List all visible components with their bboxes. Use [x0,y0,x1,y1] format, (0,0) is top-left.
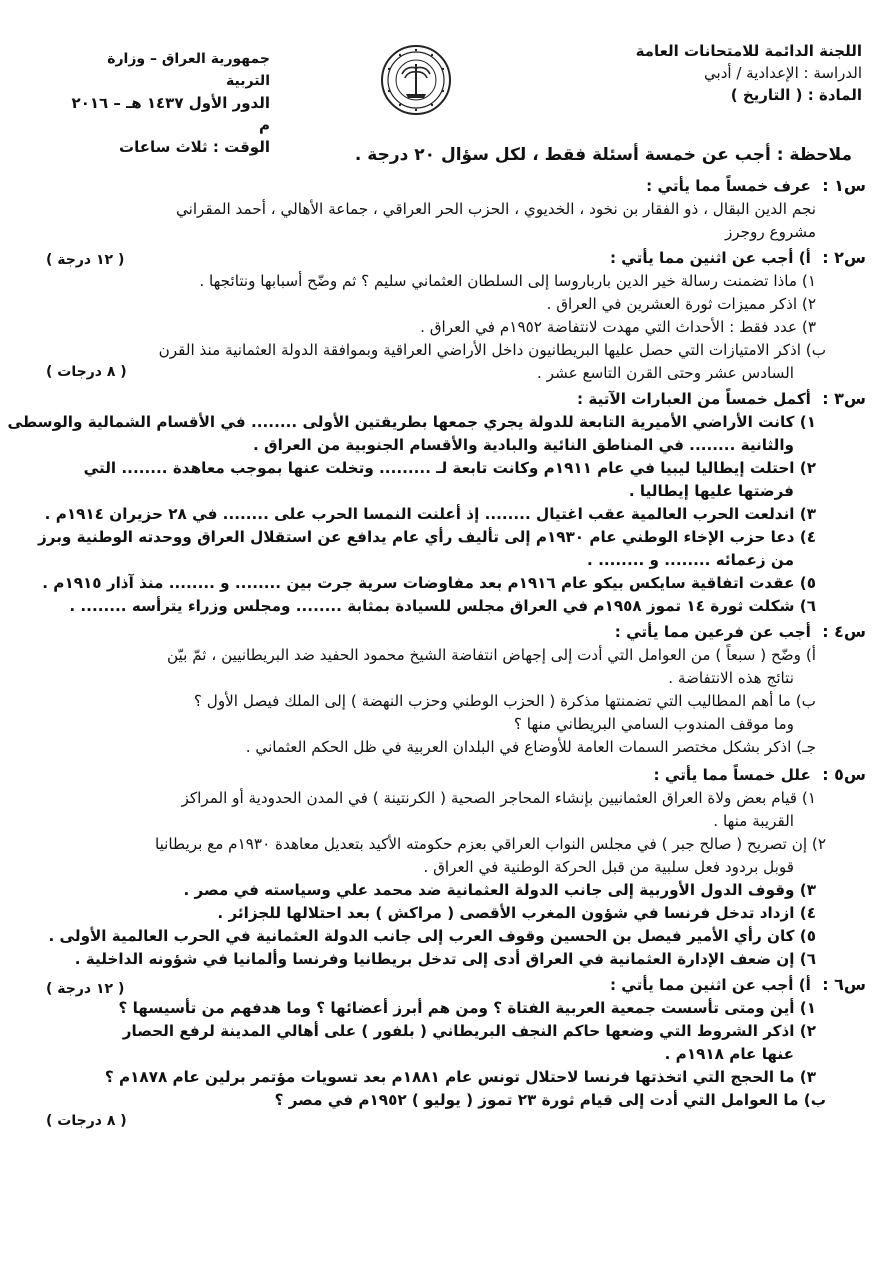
question-line: ١) قيام بعض ولاة العراق العثمانيين بإنشاء المحاجر الصحية ( الكرنتينة ) في المدن الحدودية أو المراكز [181,789,816,807]
question-line: ١) ماذا تضمنت رسالة خير الدين بارباروسا إلى السلطان العثماني سليم ؟ ثم وضّح أسبابها ونتائجها . [199,272,816,290]
question-line: ٢) اذكر مميزات ثورة العشرين في العراق . [546,295,816,313]
question-line: ٤) دعا حزب الإخاء الوطني عام ١٩٣٠م إلى تأليف رأي عام يدافع عن استقلال العراق ووحدته الوطنية وبرز [38,528,816,546]
question-line: ٢) احتلت إيطاليا ليبيا في عام ١٩١١م وكانت تابعة لـ ......... وتخلت عنها بموجب معاهدة ........ التي [83,459,816,477]
header-ministry [60,48,270,158]
question-line: أ) وضّح ( سبعاً ) من العوامل التي أدت إلى إجهاض انتفاضة الشيخ محمود الحفيد ضد البريطانيين ، ثمّ بيّن [167,646,816,664]
question-line: والثانية ........ في المناطق النائية والبادية والأقسام الجنوبية من العراق . [252,436,794,454]
question-number: س٤ : [822,622,866,641]
question-line: القريبة منها . [713,812,794,830]
question-line: ١) كانت الأراضي الأميرية التابعة للدولة يجري جمعها بطريقتين الأولى ........ في الأقسام الشمالية والوسطى [7,413,816,431]
question-line: ٣) عدد فقط : الأحداث التي مهدت لانتفاضة ١٩٥٢م في العراق . [420,318,816,336]
question-text: علل خمساً مما يأتي : [653,766,811,784]
grade-mark: ( ٨ درجات ) [46,1113,127,1129]
question-line: فرضتها عليها إيطاليا . [628,482,794,500]
question-number: س٦ : [822,975,866,994]
question-5-head [26,763,866,787]
question-line: قوبل بردود فعل سلبية من قبل الحركة الوطنية في العراق . [423,858,794,876]
grade-mark: ( ٨ درجات ) [46,364,127,380]
question-text: أ) أجب عن اثنين مما يأتي : [609,976,811,994]
question-line: نجم الدين البقال ، ذو الفقار بن نخود ، الخديوي ، الحزب الحر العراقي ، جماعة الأهالي ، أحمد المقراني [175,200,816,218]
question-line: مشروع روجرز [724,223,816,241]
question-line: ٤) ازداد تدخل فرنسا في شؤون المغرب الأقصى ( مراكش ) بعد احتلالها للجزائر . [217,904,816,922]
ministry-name: جمهورية العراق – وزارة التربية [107,51,270,89]
question-line: ٦) إن ضعف الإدارة العثمانية في العراق أدى إلى تدخل بريطانيا وفرنسا وألمانيا في شؤونه الداخلية . [74,950,816,968]
question-line: من زعمائه ........ و ........ . [587,551,794,569]
study-branch: الدراسة : الإعدادية / أدبي [704,64,862,82]
exam-duration: الوقت : ثلاث ساعات [119,138,270,156]
question-line: ٢) اذكر الشروط التي وضعها حاكم النجف البريطاني ( بلفور ) على أهالي المدينة لرفع الحصار [122,1022,816,1040]
question-6-head [26,973,866,997]
question-line: ٢) إن تصريح ( صالح جبر ) في مجلس النواب العراقي بعزم حكومته الأكيد بتعديل معاهدة ١٩٣٠م مع بريطانيا [154,835,826,853]
question-number: س٣ : [822,389,866,408]
committee-name: اللجنة الدائمة للامتحانات العامة [635,42,862,60]
question-line: نتائج هذه الانتفاضة . [668,669,794,687]
question-2-head [26,246,866,270]
exam-note: ملاحظة : أجب عن خمسة أسئلة فقط ، لكل سؤال ٢٠ درجة . [354,145,852,165]
question-number: س٥ : [822,765,866,784]
iraq-ministry-seal-icon [380,44,452,116]
question-text: أ) أجب عن اثنين مما يأتي : [609,249,811,267]
question-4-head [26,620,866,644]
exam-session: الدور الأول ١٤٣٧ هـ – ٢٠١٦ م [71,94,270,134]
question-line: ٣) ما الحجج التي اتخذتها فرنسا لاحتلال تونس عام ١٨٨١م بعد تسويات مؤتمر برلين عام ١٨٧٨م ؟ [104,1068,816,1086]
grade-mark: ( ١٢ درجة ) [46,252,125,268]
question-line: ٦) شكلت ثورة ١٤ تموز ١٩٥٨م في العراق مجلس للسيادة بمثابة ........ ومجلس وزراء يترأسه ........ . [69,597,816,615]
question-text: عرف خمساً مما يأتي : [646,177,811,195]
header-committee [636,40,862,106]
question-line: عنها عام ١٩١٨م . [664,1045,794,1063]
grade-mark: ( ١٢ درجة ) [46,981,125,997]
question-line: ٥) عقدت اتفاقية سايكس بيكو عام ١٩١٦م بعد مفاوضات سرية جرت بين ........ و ........ منذ آذار ١٩١٥م . [42,574,816,592]
question-3-head [26,387,866,411]
question-line: جـ) اذكر بشكل مختصر السمات العامة للأوضاع في البلدان العربية في ظل الحكم العثماني . [245,738,816,756]
question-line: ب) ما العوامل التي أدت إلى قيام ثورة ٢٣ تموز ( يوليو ) ١٩٥٢م في مصر ؟ [274,1091,826,1109]
question-line: ٣) اندلعت الحرب العالمية عقب اغتيال ........ إذ أعلنت النمسا الحرب على ........ في ٢٨ حزيران ١٩١٤م . [44,505,816,523]
exam-questions [7,172,866,1129]
question-text: أجب عن فرعين مما يأتي : [614,623,811,641]
question-line: وما موقف المندوب السامي البريطاني منها ؟ [513,715,794,733]
question-1-head [26,174,866,198]
question-line: ٥) كان رأي الأمير فيصل بن الحسين وقوف العرب إلى جانب الدولة العثمانية في الحرب العالمية الأولى . [48,927,816,945]
question-line: السادس عشر وحتى القرن التاسع عشر . [537,364,794,382]
question-number: س١ : [822,176,866,195]
question-line: ٣) وقوف الدول الأوربية إلى جانب الدولة العثمانية ضد محمد علي وسياسته في مصر . [183,881,816,899]
question-line: ١) أين ومتى تأسست جمعية العربية الفتاة ؟ ومن هم أبرز أعضائها ؟ وما هدفهم من تأسيسها ؟ [118,999,816,1017]
question-line: ب) اذكر الامتيازات التي حصل عليها البريطانيون داخل الأراضي العراقية وبموافقة الدولة العثمانية منذ القرن [158,341,826,359]
question-line: ب) ما أهم المطاليب التي تضمنتها مذكرة ( الحزب الوطني وحزب النهضة ) إلى الملك فيصل الأول ؟ [193,692,816,710]
subject-name: المادة : ( التاريخ ) [730,86,862,104]
question-text: أكمل خمساً من العبارات الآتية : [577,390,811,408]
question-number: س٢ : [822,248,866,267]
